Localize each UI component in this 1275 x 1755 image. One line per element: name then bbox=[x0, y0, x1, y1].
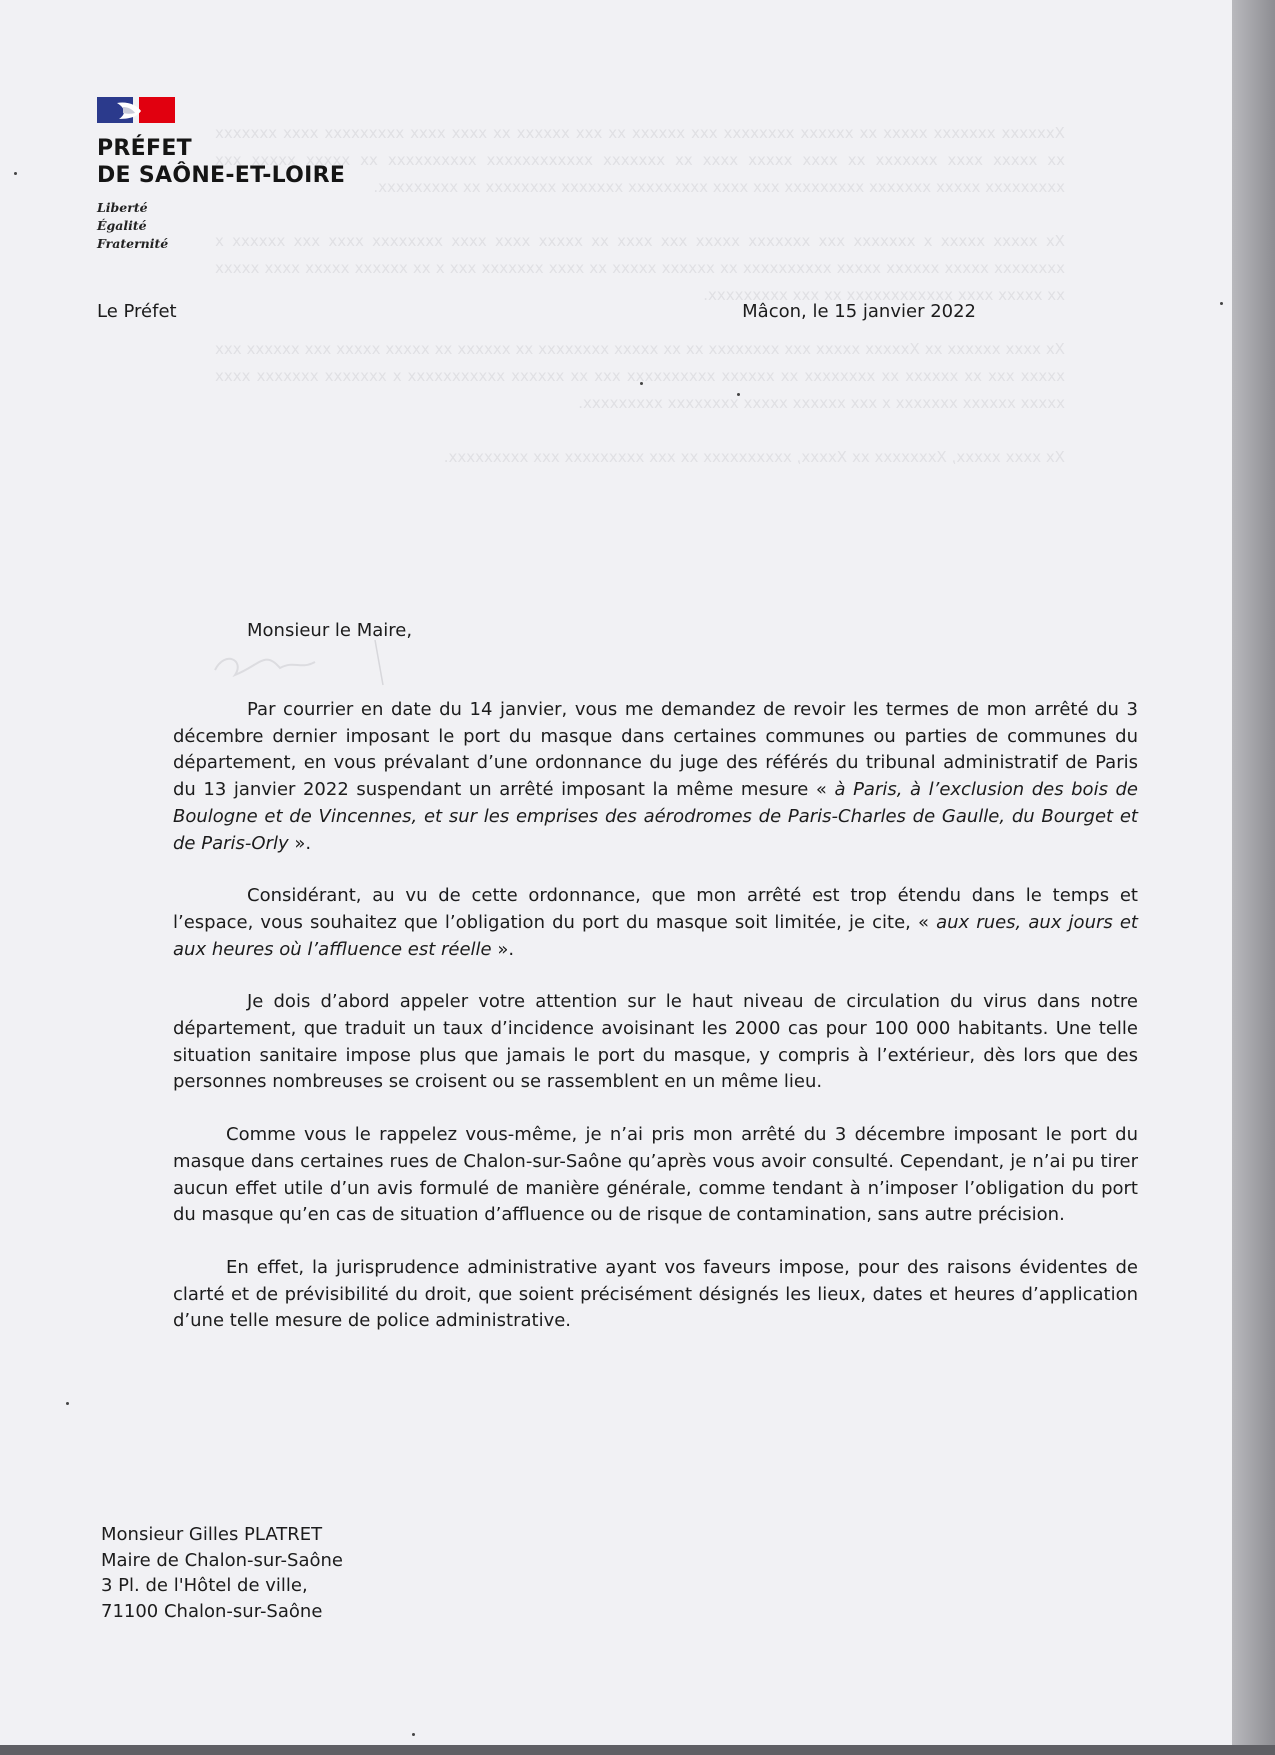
paper-speck bbox=[737, 393, 740, 396]
paragraph-1-quote: à Paris, à l’exclusion des bois de Boulogne et de Vincennes, et sur les emprises des aérodromes de Paris-Charles de Gaulle, du Bourget et de Paris-Orly bbox=[173, 779, 1139, 854]
salutation: Monsieur le Maire, bbox=[247, 620, 413, 641]
paragraph-5: En effet, la jurisprudence administrative ayant vos faveurs impose, pour des raisons évidentes de clarté et de prévisibilité du droit, que soient précisément désignés les lieux, dates et heures d’application d’une telle mesure de police administrative. bbox=[173, 1256, 1138, 1332]
paper-speck bbox=[1220, 302, 1223, 305]
paragraph-4: Comme vous le rappelez vous-même, je n’ai pris mon arrêté du 3 décembre imposant le port du masque dans certaines rues de Chalon-sur-Saône qu’après vous avoir consulté. Cependant, je n’ai pu tirer aucun effet utile d’un avis formulé de manière générale, comme tendant à n’imposer l’obligation du port du masque qu’en cas de situation d’affluence ou de risque de contamination, sans autre précision. bbox=[173, 1124, 1138, 1226]
recipient-name: Monsieur Gilles PLATRET bbox=[101, 1524, 323, 1545]
paragraph-1 bbox=[173, 697, 1138, 857]
recipient-city: 71100 Chalon-sur-Saône bbox=[101, 1600, 323, 1622]
paragraph-2-end: ». bbox=[491, 938, 515, 960]
paragraph-2-quote: aux rues, aux jours et aux heures où l’affluence est réelle bbox=[173, 911, 1138, 960]
recipient-street: 3 Pl. de l'Hôtel de ville, bbox=[101, 1575, 308, 1596]
paragraph-1-text: Par courrier en date du 14 janvier, vous me demandez de revoir les termes de mon arrêté du 3 décembre dernier imposant le port du masque dans certaines communes ou parties de communes du département, en vous prévalant d’une ordonnance du juge des référés du tribunal administratif de Paris du 13 janvier 2022 suspendant un arrêté imposant la même mesure « bbox=[173, 699, 1138, 801]
paragraph-2 bbox=[173, 883, 1138, 963]
motto-fraternite: Fraternité bbox=[97, 236, 169, 251]
letter-body bbox=[173, 697, 1138, 1361]
paper-speck bbox=[412, 1733, 415, 1736]
motto-liberte: Liberté bbox=[97, 200, 148, 215]
paragraph-3: Je dois d’abord appeler votre attention sur le haut niveau de circulation du virus dans notre département, que traduit un taux d’incidence avoisinant les 2000 cas pour 100 000 habitants. Une telle situation sanitaire impose plus que jamais le port du masque, y compris à l’extérieur, dès lors que des personnes nombreuses se croisent ou se rassemblent en un même lieu. bbox=[173, 991, 1138, 1093]
paper-speck bbox=[66, 1402, 69, 1405]
paper-speck bbox=[14, 172, 17, 175]
paragraph-1-end: ». bbox=[288, 832, 312, 854]
recipient-role: Maire de Chalon-sur-Saône bbox=[101, 1549, 343, 1571]
sender-label: Le Préfet bbox=[97, 301, 177, 322]
paragraph-2-text: Considérant, au vu de cette ordonnance, que mon arrêté est trop étendu dans le temps et l’espace, vous souhaitez que l’obligation du port du masque soit limitée, je cite, « bbox=[173, 885, 1138, 933]
logo-title-line1: PRÉFET bbox=[97, 136, 192, 161]
motto-egalite: Égalité bbox=[97, 218, 147, 233]
republic-motto bbox=[97, 199, 345, 253]
paper-speck bbox=[640, 382, 643, 385]
marianne-flag-icon bbox=[97, 95, 177, 125]
letter-date: Mâcon, le 15 janvier 2022 bbox=[742, 301, 976, 322]
logo-title-line2: DE SAÔNE-ET-LOIRE bbox=[97, 163, 346, 188]
prefecture-logo bbox=[97, 95, 345, 253]
scan-edge bbox=[1232, 0, 1275, 1755]
scan-bottom-edge bbox=[0, 1745, 1275, 1755]
recipient-address bbox=[101, 1522, 343, 1624]
show-through-text: Xxxxxxx xxxxxxx xxxxx xx xxxxxx xxxxxxxx xxx xxxxxx xx xxx xxxxxx xx xxxx xxxx xxxxxxxxx xxxx xxxxxxx xx xxxxx xxxx xxxxxxx xx xxxx xxxxx xxxx xx xxxxxxx xxxxxxxxxxxx xxxxxxxxxx xx xxxxx xxxxx xxx xxxxxxxxx xxxxx xxxxxxx xxxxxxxxx xxx xxxx xxxxxxxxx xxxxxxx xxxxxxxx xx xxxxxxxxx. Xx xxxxx xxxxx x xxxxxxx xxx xxxxxxx xxxxx xxx xxxx xx xxxxx xxxx xxxx xxxxxxxx xxxx xxx xxxxxx x xxxxxxxx xxxxx xxxxxx xxxxx xxxxxxxxxx xx xxxxxx xxxxx xx xxxx xxxxxxx xxx x xx xxxxxx xxxxx xxxx xxxxx xx xxxxx xxxx xxxxxxxxxxxx xx xxx xxxxxxxxx. Xx xxxx xxxxxx xx Xxxxxx xxxxx xxx xxxxxxxx xx xx xxxxx xxxxxxxx xx xxxxxx xx xxxxx xxxxx xxx xxxxxx xxx xxxxx xxx xx xxxxxx xx xxxxxxxx xx xxxxxx xxxxxxxxxx xxx xx xxxxxx xxxxxxxxxxx x xxxxxxx xxxxxxx xxxx xxxxx xxxxxx xxxxxxx x xxx xxxxxx xxxxx xxxxxxxx xxxxxxxxx. Xx xxxx xxxxx, Xxxxxxxx xx Xxxxx, xxxxxxxxxx xx xxx xxxxxxxxx xxx xxxxxxxxx. bbox=[215, 124, 1065, 466]
